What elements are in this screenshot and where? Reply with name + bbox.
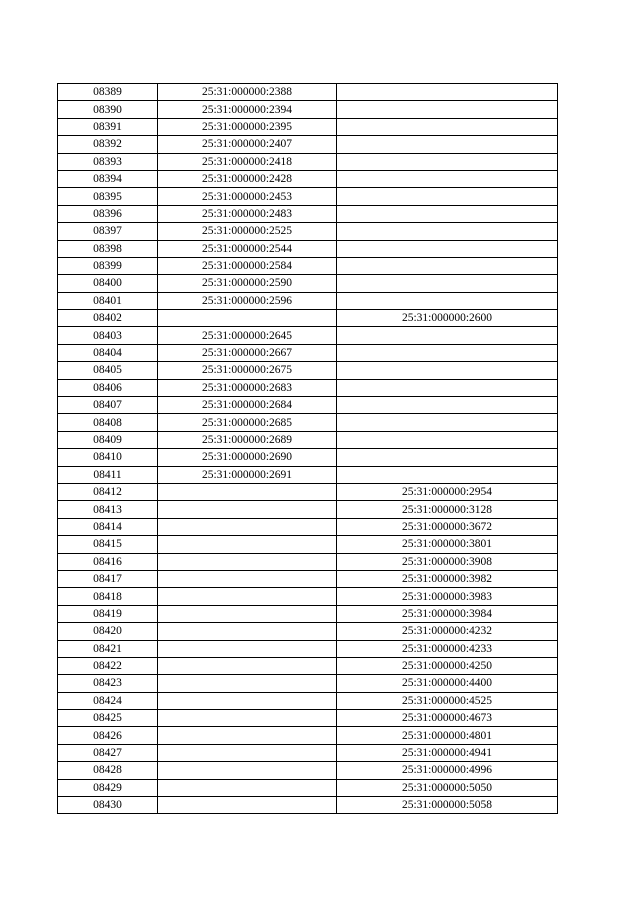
table-row [58, 344, 558, 361]
cadastral-number-alt-cell [337, 257, 558, 274]
table-row [58, 727, 558, 744]
cadastral-number-alt-cell [337, 240, 558, 257]
cadastral-number-cell [158, 483, 337, 500]
cadastral-number-alt-cell: 25:31:000000:3801 [337, 536, 558, 553]
cadastral-number-alt-cell: 25:31:000000:3128 [337, 501, 558, 518]
row-number-cell: 08393 [58, 153, 158, 170]
cadastral-number-alt-cell [337, 84, 558, 101]
cadastral-number-cell [158, 797, 337, 814]
table-row [58, 414, 558, 431]
table-row [58, 205, 558, 222]
row-number-cell: 08407 [58, 397, 158, 414]
row-number-cell: 08412 [58, 483, 158, 500]
row-number-cell: 08391 [58, 118, 158, 135]
table-row [58, 518, 558, 535]
cadastral-number-alt-cell [337, 188, 558, 205]
table-row [58, 310, 558, 327]
table-row [58, 692, 558, 709]
cadastral-number-alt-cell [337, 414, 558, 431]
cadastral-number-alt-cell: 25:31:000000:4233 [337, 640, 558, 657]
table-row [58, 397, 558, 414]
row-number-cell: 08421 [58, 640, 158, 657]
cadastral-number-cell: 25:31:000000:2407 [158, 136, 337, 153]
cadastral-number-cell [158, 605, 337, 622]
table-row [58, 779, 558, 796]
cadastral-number-alt-cell: 25:31:000000:4996 [337, 762, 558, 779]
row-number-cell: 08408 [58, 414, 158, 431]
table-row [58, 362, 558, 379]
cadastral-number-cell: 25:31:000000:2525 [158, 223, 337, 240]
table-row [58, 483, 558, 500]
cadastral-number-alt-cell [337, 397, 558, 414]
row-number-cell: 08396 [58, 205, 158, 222]
cadastral-number-cell: 25:31:000000:2418 [158, 153, 337, 170]
row-number-cell: 08406 [58, 379, 158, 396]
cadastral-number-alt-cell [337, 379, 558, 396]
table-row [58, 553, 558, 570]
cadastral-number-alt-cell: 25:31:000000:4250 [337, 657, 558, 674]
cadastral-number-alt-cell: 25:31:000000:4400 [337, 675, 558, 692]
cadastral-number-alt-cell: 25:31:000000:3984 [337, 605, 558, 622]
cadastral-number-alt-cell: 25:31:000000:2954 [337, 483, 558, 500]
table-row [58, 762, 558, 779]
cadastral-number-cell [158, 692, 337, 709]
table-row [58, 640, 558, 657]
row-number-cell: 08400 [58, 275, 158, 292]
table-row [58, 170, 558, 187]
cadastral-number-cell [158, 675, 337, 692]
cadastral-number-cell: 25:31:000000:2675 [158, 362, 337, 379]
cadastral-number-cell: 25:31:000000:2689 [158, 431, 337, 448]
table-row [58, 623, 558, 640]
table-row [58, 240, 558, 257]
cadastral-number-cell: 25:31:000000:2684 [158, 397, 337, 414]
cadastral-number-cell [158, 536, 337, 553]
cadastral-number-cell: 25:31:000000:2428 [158, 170, 337, 187]
table-row [58, 675, 558, 692]
table-row [58, 136, 558, 153]
cadastral-number-alt-cell: 25:31:000000:3982 [337, 570, 558, 587]
row-number-cell: 08423 [58, 675, 158, 692]
cadastral-number-cell: 25:31:000000:2691 [158, 466, 337, 483]
cadastral-number-alt-cell [337, 344, 558, 361]
cadastral-number-cell: 25:31:000000:2483 [158, 205, 337, 222]
cadastral-number-alt-cell [337, 205, 558, 222]
table-row [58, 275, 558, 292]
cadastral-number-cell: 25:31:000000:2544 [158, 240, 337, 257]
table-row [58, 605, 558, 622]
cadastral-number-cell: 25:31:000000:2584 [158, 257, 337, 274]
table-row [58, 536, 558, 553]
cadastral-number-cell: 25:31:000000:2690 [158, 449, 337, 466]
cadastral-number-cell [158, 518, 337, 535]
cadastral-number-alt-cell [337, 362, 558, 379]
table-row [58, 710, 558, 727]
row-number-cell: 08427 [58, 744, 158, 761]
row-number-cell: 08390 [58, 101, 158, 118]
cadastral-number-alt-cell [337, 275, 558, 292]
row-number-cell: 08401 [58, 292, 158, 309]
cadastral-number-alt-cell: 25:31:000000:4941 [337, 744, 558, 761]
table-row [58, 449, 558, 466]
cadastral-number-cell [158, 588, 337, 605]
row-number-cell: 08420 [58, 623, 158, 640]
row-number-cell: 08397 [58, 223, 158, 240]
row-number-cell: 08411 [58, 466, 158, 483]
row-number-cell: 08426 [58, 727, 158, 744]
cadastral-number-alt-cell [337, 466, 558, 483]
cadastral-number-cell: 25:31:000000:2596 [158, 292, 337, 309]
cadastral-number-cell: 25:31:000000:2685 [158, 414, 337, 431]
cadastral-number-alt-cell [337, 449, 558, 466]
row-number-cell: 08389 [58, 84, 158, 101]
row-number-cell: 08399 [58, 257, 158, 274]
cadastral-number-cell [158, 553, 337, 570]
table-row [58, 84, 558, 101]
row-number-cell: 08419 [58, 605, 158, 622]
row-number-cell: 08392 [58, 136, 158, 153]
cadastral-table [57, 83, 558, 814]
row-number-cell: 08422 [58, 657, 158, 674]
cadastral-number-cell [158, 570, 337, 587]
table-row [58, 292, 558, 309]
cadastral-number-alt-cell [337, 101, 558, 118]
cadastral-number-cell [158, 710, 337, 727]
table-row [58, 744, 558, 761]
table-row [58, 101, 558, 118]
table-row [58, 223, 558, 240]
table-body [58, 84, 558, 814]
row-number-cell: 08405 [58, 362, 158, 379]
table-row [58, 466, 558, 483]
cadastral-number-cell: 25:31:000000:2395 [158, 118, 337, 135]
row-number-cell: 08394 [58, 170, 158, 187]
cadastral-number-alt-cell [337, 170, 558, 187]
table-row [58, 431, 558, 448]
cadastral-number-alt-cell [337, 153, 558, 170]
cadastral-number-cell: 25:31:000000:2388 [158, 84, 337, 101]
cadastral-number-alt-cell: 25:31:000000:5058 [337, 797, 558, 814]
table-row [58, 118, 558, 135]
cadastral-number-cell [158, 779, 337, 796]
table-row [58, 379, 558, 396]
row-number-cell: 08414 [58, 518, 158, 535]
cadastral-number-alt-cell: 25:31:000000:4801 [337, 727, 558, 744]
row-number-cell: 08417 [58, 570, 158, 587]
row-number-cell: 08430 [58, 797, 158, 814]
cadastral-number-cell: 25:31:000000:2667 [158, 344, 337, 361]
cadastral-number-alt-cell: 25:31:000000:3908 [337, 553, 558, 570]
cadastral-number-cell [158, 762, 337, 779]
cadastral-number-alt-cell [337, 223, 558, 240]
table-row [58, 501, 558, 518]
cadastral-number-alt-cell: 25:31:000000:5050 [337, 779, 558, 796]
cadastral-number-alt-cell [337, 118, 558, 135]
cadastral-number-cell: 25:31:000000:2590 [158, 275, 337, 292]
cadastral-number-alt-cell [337, 327, 558, 344]
cadastral-number-alt-cell: 25:31:000000:4525 [337, 692, 558, 709]
table-row [58, 797, 558, 814]
cadastral-number-cell: 25:31:000000:2394 [158, 101, 337, 118]
table-row [58, 588, 558, 605]
row-number-cell: 08403 [58, 327, 158, 344]
row-number-cell: 08428 [58, 762, 158, 779]
cadastral-number-alt-cell: 25:31:000000:3983 [337, 588, 558, 605]
table-row [58, 327, 558, 344]
cadastral-number-cell [158, 640, 337, 657]
cadastral-number-cell [158, 501, 337, 518]
row-number-cell: 08418 [58, 588, 158, 605]
row-number-cell: 08424 [58, 692, 158, 709]
row-number-cell: 08409 [58, 431, 158, 448]
cadastral-number-alt-cell [337, 136, 558, 153]
table-row [58, 570, 558, 587]
cadastral-number-cell [158, 310, 337, 327]
cadastral-number-cell: 25:31:000000:2683 [158, 379, 337, 396]
cadastral-number-cell [158, 657, 337, 674]
cadastral-number-cell: 25:31:000000:2453 [158, 188, 337, 205]
row-number-cell: 08415 [58, 536, 158, 553]
cadastral-number-alt-cell: 25:31:000000:2600 [337, 310, 558, 327]
table-row [58, 257, 558, 274]
row-number-cell: 08398 [58, 240, 158, 257]
row-number-cell: 08402 [58, 310, 158, 327]
row-number-cell: 08395 [58, 188, 158, 205]
table-row [58, 657, 558, 674]
row-number-cell: 08416 [58, 553, 158, 570]
cadastral-number-cell [158, 727, 337, 744]
cadastral-number-cell: 25:31:000000:2645 [158, 327, 337, 344]
cadastral-number-alt-cell [337, 292, 558, 309]
row-number-cell: 08404 [58, 344, 158, 361]
row-number-cell: 08410 [58, 449, 158, 466]
row-number-cell: 08425 [58, 710, 158, 727]
cadastral-number-alt-cell [337, 431, 558, 448]
table-row [58, 153, 558, 170]
row-number-cell: 08429 [58, 779, 158, 796]
table-row [58, 188, 558, 205]
cadastral-number-cell [158, 744, 337, 761]
cadastral-number-alt-cell: 25:31:000000:3672 [337, 518, 558, 535]
cadastral-number-cell [158, 623, 337, 640]
cadastral-number-alt-cell: 25:31:000000:4673 [337, 710, 558, 727]
cadastral-number-alt-cell: 25:31:000000:4232 [337, 623, 558, 640]
row-number-cell: 08413 [58, 501, 158, 518]
